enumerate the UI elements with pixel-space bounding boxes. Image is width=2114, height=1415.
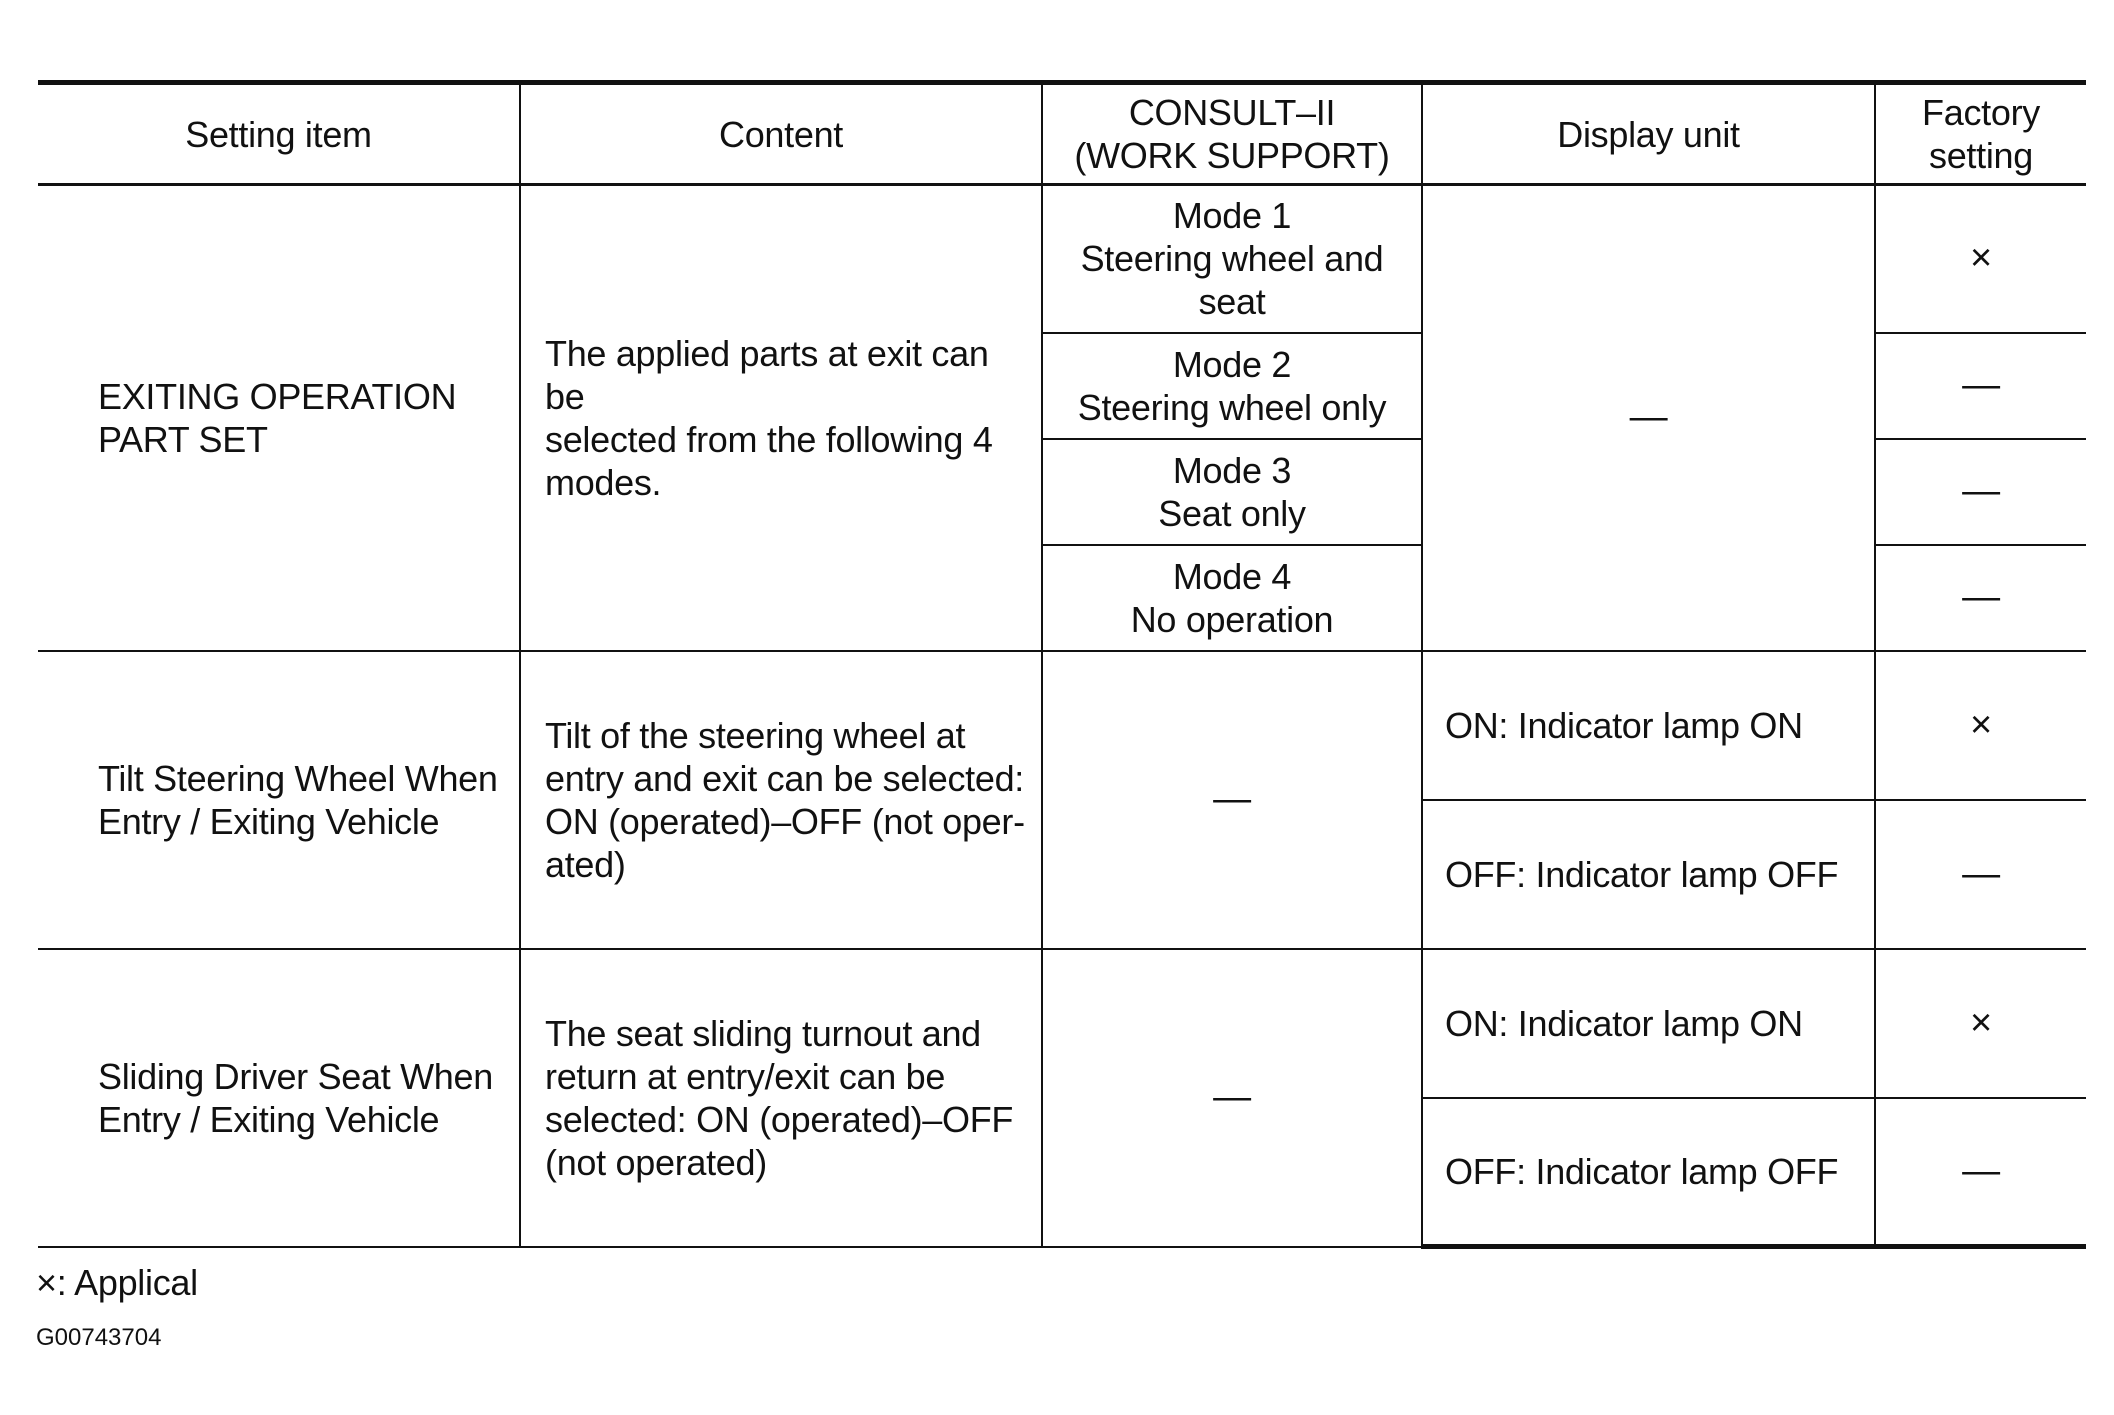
content-line: selected: ON (operated)–OFF xyxy=(545,1098,1014,1140)
display-unit-off: OFF: Indicator lamp OFF xyxy=(1422,1098,1875,1247)
header-content: Content xyxy=(520,83,1042,185)
header-consult-line1: CONSULT–II xyxy=(1128,92,1336,133)
table-row xyxy=(38,651,2086,800)
factory-setting-cell: — xyxy=(1875,333,2086,439)
header-display-unit: Display unit xyxy=(1422,83,1875,185)
content-sliding-seat xyxy=(520,949,1042,1247)
figure-id: G00743704 xyxy=(36,1324,162,1351)
mode-description: Steering wheel and xyxy=(1080,238,1384,280)
work-support-settings-table xyxy=(38,80,2086,1249)
header-setting-item: Setting item xyxy=(38,83,520,185)
content-line: return at entry/exit can be xyxy=(545,1055,946,1097)
content-line: modes. xyxy=(545,461,662,503)
mode-cell xyxy=(1042,185,1422,333)
header-consult-line2: (WORK SUPPORT) xyxy=(1074,135,1390,176)
mode-title: Mode 2 xyxy=(1172,343,1292,385)
mode-cell xyxy=(1042,333,1422,439)
factory-setting-cell: — xyxy=(1875,545,2086,651)
header-factory-setting xyxy=(1875,83,2086,185)
mode-title: Mode 1 xyxy=(1172,195,1292,237)
setting-item-line: Sliding Driver Seat When xyxy=(98,1055,493,1097)
mode-cell xyxy=(1042,545,1422,651)
setting-item-exiting-operation xyxy=(38,185,520,651)
factory-setting-cell: — xyxy=(1875,800,2086,949)
setting-item-line: Tilt Steering Wheel When xyxy=(98,757,498,799)
content-tilt-steering xyxy=(520,651,1042,949)
header-factory-line1: Factory xyxy=(1922,92,2040,133)
consult-tilt-steering: — xyxy=(1042,651,1422,949)
consult-sliding-seat: — xyxy=(1042,949,1422,1247)
content-line: Tilt of the steering wheel at xyxy=(545,714,966,756)
setting-item-line: Entry / Exiting Vehicle xyxy=(98,1098,440,1140)
setting-item-line: PART SET xyxy=(98,418,268,460)
table-row xyxy=(38,185,2086,333)
table-row xyxy=(38,949,2086,1098)
content-line: (not operated) xyxy=(545,1141,767,1183)
content-line: ON (operated)–OFF (not oper- xyxy=(545,800,1025,842)
header-factory-line2: setting xyxy=(1929,135,2033,176)
header-consult xyxy=(1042,83,1422,185)
content-line: The seat sliding turnout and xyxy=(545,1012,981,1054)
mode-title: Mode 4 xyxy=(1172,555,1292,597)
content-line: selected from the following 4 xyxy=(545,418,993,460)
mode-description: Steering wheel only xyxy=(1077,386,1387,428)
display-unit-off: OFF: Indicator lamp OFF xyxy=(1422,800,1875,949)
display-unit-exiting-operation: — xyxy=(1422,185,1875,651)
settings-table-wrapper xyxy=(38,80,2086,1249)
content-exiting-operation xyxy=(520,185,1042,651)
mode-description: No operation xyxy=(1130,598,1334,640)
mode-description: seat xyxy=(1198,281,1266,323)
display-unit-on: ON: Indicator lamp ON xyxy=(1422,949,1875,1098)
factory-setting-cell: × xyxy=(1875,185,2086,333)
factory-setting-cell: — xyxy=(1875,1098,2086,1247)
setting-item-tilt-steering xyxy=(38,651,520,949)
content-line: ated) xyxy=(545,843,626,885)
display-unit-on: ON: Indicator lamp ON xyxy=(1422,651,1875,800)
header-row xyxy=(38,83,2086,185)
legend-note: ×: Applical xyxy=(36,1262,198,1303)
content-line: The applied parts at exit can be xyxy=(545,332,989,417)
setting-item-line: EXITING OPERATION xyxy=(98,375,457,417)
setting-item-line: Entry / Exiting Vehicle xyxy=(98,800,440,842)
factory-setting-cell: × xyxy=(1875,949,2086,1098)
mode-description: Seat only xyxy=(1158,492,1306,534)
content-line: entry and exit can be selected: xyxy=(545,757,1025,799)
mode-title: Mode 3 xyxy=(1172,449,1292,491)
setting-item-sliding-seat xyxy=(38,949,520,1247)
factory-setting-cell: × xyxy=(1875,651,2086,800)
mode-cell xyxy=(1042,439,1422,545)
factory-setting-cell: — xyxy=(1875,439,2086,545)
